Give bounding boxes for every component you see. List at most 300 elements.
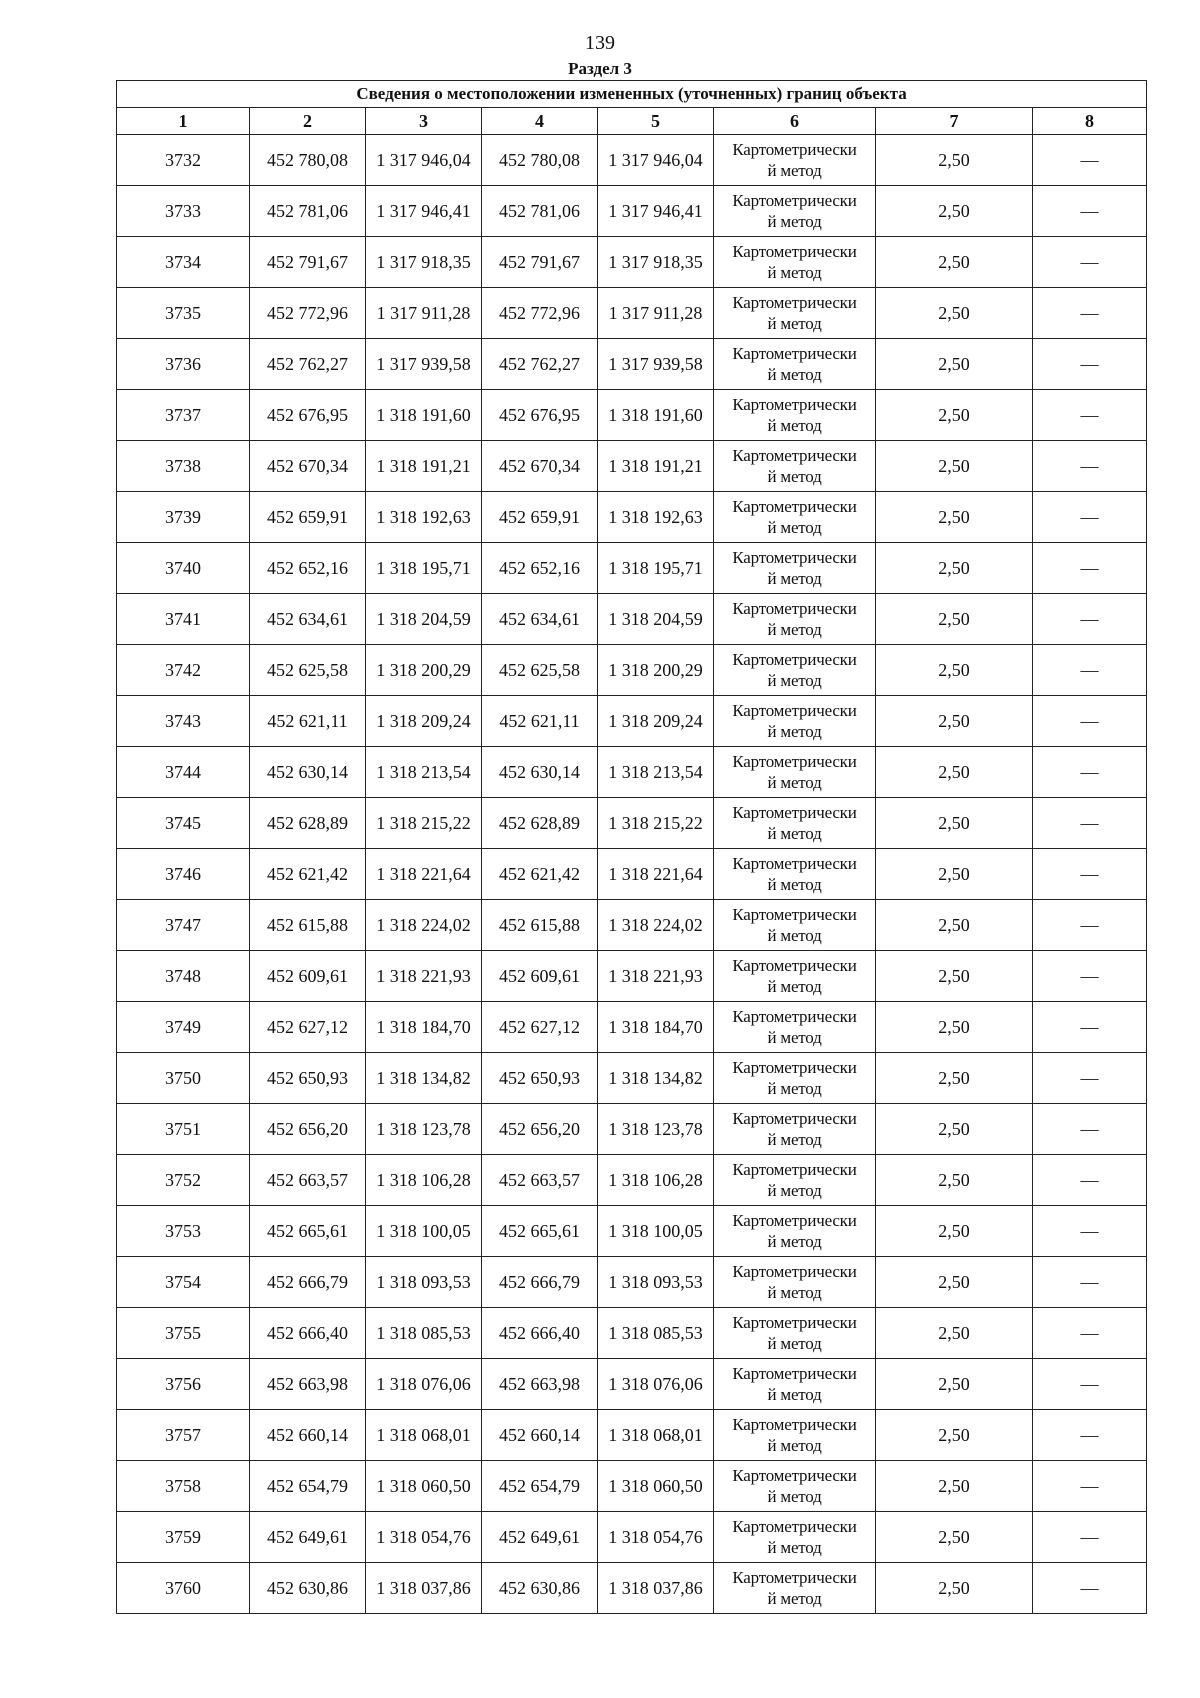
accuracy-cell: 2,50 xyxy=(876,390,1033,441)
table-row xyxy=(117,288,1147,339)
old-y-cell: 1 318 184,70 xyxy=(366,1002,482,1053)
method-text-line: Картометрически xyxy=(732,701,857,720)
table-row xyxy=(117,696,1147,747)
old-x-cell: 452 670,34 xyxy=(250,441,366,492)
old-x-cell: 452 663,57 xyxy=(250,1155,366,1206)
method-text-line: й метод xyxy=(767,977,822,996)
new-x-cell: 452 609,61 xyxy=(482,951,598,1002)
column-header: 7 xyxy=(876,108,1033,135)
old-x-cell: 452 656,20 xyxy=(250,1104,366,1155)
table-row xyxy=(117,1359,1147,1410)
new-y-cell: 1 318 192,63 xyxy=(598,492,714,543)
new-y-cell: 1 318 134,82 xyxy=(598,1053,714,1104)
accuracy-cell: 2,50 xyxy=(876,1002,1033,1053)
section-title: Раздел 3 xyxy=(568,59,632,78)
old-x-cell: 452 628,89 xyxy=(250,798,366,849)
method-text-line: Картометрически xyxy=(732,293,857,312)
new-y-cell: 1 318 106,28 xyxy=(598,1155,714,1206)
old-y-cell: 1 318 085,53 xyxy=(366,1308,482,1359)
accuracy-cell: 2,50 xyxy=(876,186,1033,237)
old-x-cell: 452 634,61 xyxy=(250,594,366,645)
table-row xyxy=(117,237,1147,288)
note-cell: — xyxy=(1033,543,1147,594)
method-text-line: й метод xyxy=(767,263,822,282)
accuracy-cell: 2,50 xyxy=(876,1053,1033,1104)
method-text-line: Картометрически xyxy=(732,650,857,669)
method-cell xyxy=(714,849,876,900)
method-cell xyxy=(714,492,876,543)
old-y-cell: 1 318 209,24 xyxy=(366,696,482,747)
note-cell: — xyxy=(1033,645,1147,696)
column-header: 8 xyxy=(1033,108,1147,135)
method-text-line: Картометрически xyxy=(732,344,857,363)
new-x-cell: 452 762,27 xyxy=(482,339,598,390)
note-cell: — xyxy=(1033,1308,1147,1359)
method-cell xyxy=(714,1410,876,1461)
table-caption: Сведения о местоположении измененных (уточненных) границ объекта xyxy=(117,81,1147,108)
method-text-line: й метод xyxy=(767,1283,822,1302)
new-y-cell: 1 317 939,58 xyxy=(598,339,714,390)
point-number-cell: 3742 xyxy=(117,645,250,696)
accuracy-cell: 2,50 xyxy=(876,339,1033,390)
accuracy-cell: 2,50 xyxy=(876,645,1033,696)
new-x-cell: 452 659,91 xyxy=(482,492,598,543)
old-x-cell: 452 772,96 xyxy=(250,288,366,339)
method-text-line: й метод xyxy=(767,1232,822,1251)
method-text-line: Картометрически xyxy=(732,1109,857,1128)
method-text-line: Картометрически xyxy=(732,497,857,516)
method-cell xyxy=(714,543,876,594)
note-cell: — xyxy=(1033,594,1147,645)
point-number-cell: 3732 xyxy=(117,135,250,186)
accuracy-cell: 2,50 xyxy=(876,1563,1033,1614)
point-number-cell: 3756 xyxy=(117,1359,250,1410)
method-cell xyxy=(714,186,876,237)
accuracy-cell: 2,50 xyxy=(876,135,1033,186)
accuracy-cell: 2,50 xyxy=(876,1155,1033,1206)
table-row xyxy=(117,645,1147,696)
method-cell xyxy=(714,1359,876,1410)
old-y-cell: 1 318 106,28 xyxy=(366,1155,482,1206)
method-text-line: Картометрически xyxy=(732,803,857,822)
column-header: 2 xyxy=(250,108,366,135)
old-x-cell: 452 627,12 xyxy=(250,1002,366,1053)
old-x-cell: 452 652,16 xyxy=(250,543,366,594)
new-x-cell: 452 621,11 xyxy=(482,696,598,747)
old-y-cell: 1 318 191,21 xyxy=(366,441,482,492)
note-cell: — xyxy=(1033,1053,1147,1104)
old-x-cell: 452 781,06 xyxy=(250,186,366,237)
table-row xyxy=(117,1563,1147,1614)
point-number-cell: 3749 xyxy=(117,1002,250,1053)
old-x-cell: 452 676,95 xyxy=(250,390,366,441)
new-y-cell: 1 318 224,02 xyxy=(598,900,714,951)
method-text-line: Картометрически xyxy=(732,1160,857,1179)
method-cell xyxy=(714,1308,876,1359)
old-y-cell: 1 318 060,50 xyxy=(366,1461,482,1512)
point-number-cell: 3744 xyxy=(117,747,250,798)
method-text-line: Картометрически xyxy=(732,854,857,873)
new-x-cell: 452 650,93 xyxy=(482,1053,598,1104)
new-x-cell: 452 660,14 xyxy=(482,1410,598,1461)
note-cell: — xyxy=(1033,492,1147,543)
method-text-line: Картометрически xyxy=(732,1262,857,1281)
new-x-cell: 452 621,42 xyxy=(482,849,598,900)
note-cell: — xyxy=(1033,1410,1147,1461)
old-y-cell: 1 318 134,82 xyxy=(366,1053,482,1104)
old-y-cell: 1 318 192,63 xyxy=(366,492,482,543)
old-y-cell: 1 318 076,06 xyxy=(366,1359,482,1410)
accuracy-cell: 2,50 xyxy=(876,288,1033,339)
new-x-cell: 452 670,34 xyxy=(482,441,598,492)
new-y-cell: 1 317 946,04 xyxy=(598,135,714,186)
method-text-line: й метод xyxy=(767,1589,822,1608)
point-number-cell: 3741 xyxy=(117,594,250,645)
old-y-cell: 1 318 215,22 xyxy=(366,798,482,849)
old-y-cell: 1 318 191,60 xyxy=(366,390,482,441)
point-number-cell: 3735 xyxy=(117,288,250,339)
accuracy-cell: 2,50 xyxy=(876,237,1033,288)
old-x-cell: 452 780,08 xyxy=(250,135,366,186)
method-text-line: Картометрически xyxy=(732,140,857,159)
method-cell xyxy=(714,288,876,339)
method-cell xyxy=(714,1002,876,1053)
new-x-cell: 452 656,20 xyxy=(482,1104,598,1155)
method-cell xyxy=(714,1206,876,1257)
new-y-cell: 1 318 215,22 xyxy=(598,798,714,849)
method-cell xyxy=(714,798,876,849)
new-x-cell: 452 630,14 xyxy=(482,747,598,798)
accuracy-cell: 2,50 xyxy=(876,492,1033,543)
method-text-line: Картометрически xyxy=(732,191,857,210)
method-text-line: й метод xyxy=(767,1385,822,1404)
note-cell: — xyxy=(1033,1563,1147,1614)
new-y-cell: 1 318 200,29 xyxy=(598,645,714,696)
table-row xyxy=(117,1410,1147,1461)
new-y-cell: 1 318 204,59 xyxy=(598,594,714,645)
new-y-cell: 1 317 946,41 xyxy=(598,186,714,237)
point-number-cell: 3758 xyxy=(117,1461,250,1512)
table-row xyxy=(117,1461,1147,1512)
accuracy-cell: 2,50 xyxy=(876,696,1033,747)
new-x-cell: 452 615,88 xyxy=(482,900,598,951)
new-x-cell: 452 652,16 xyxy=(482,543,598,594)
column-header: 6 xyxy=(714,108,876,135)
method-text-line: й метод xyxy=(767,824,822,843)
new-y-cell: 1 318 054,76 xyxy=(598,1512,714,1563)
method-text-line: Картометрически xyxy=(732,548,857,567)
new-y-cell: 1 318 123,78 xyxy=(598,1104,714,1155)
method-text-line: Картометрически xyxy=(732,1211,857,1230)
accuracy-cell: 2,50 xyxy=(876,1206,1033,1257)
method-cell xyxy=(714,1512,876,1563)
method-cell xyxy=(714,1563,876,1614)
old-y-cell: 1 317 918,35 xyxy=(366,237,482,288)
old-x-cell: 452 659,91 xyxy=(250,492,366,543)
boundary-coordinates-table xyxy=(116,80,1147,1614)
method-cell xyxy=(714,441,876,492)
new-x-cell: 452 628,89 xyxy=(482,798,598,849)
column-header: 5 xyxy=(598,108,714,135)
method-text-line: й метод xyxy=(767,569,822,588)
new-x-cell: 452 772,96 xyxy=(482,288,598,339)
note-cell: — xyxy=(1033,1104,1147,1155)
method-text-line: й метод xyxy=(767,1028,822,1047)
accuracy-cell: 2,50 xyxy=(876,1257,1033,1308)
point-number-cell: 3740 xyxy=(117,543,250,594)
new-x-cell: 452 663,57 xyxy=(482,1155,598,1206)
note-cell: — xyxy=(1033,135,1147,186)
note-cell: — xyxy=(1033,798,1147,849)
method-text-line: Картометрически xyxy=(732,395,857,414)
method-text-line: й метод xyxy=(767,365,822,384)
table-row xyxy=(117,1053,1147,1104)
old-x-cell: 452 630,14 xyxy=(250,747,366,798)
method-cell xyxy=(714,696,876,747)
point-number-cell: 3748 xyxy=(117,951,250,1002)
method-text-line: Картометрически xyxy=(732,1415,857,1434)
point-number-cell: 3747 xyxy=(117,900,250,951)
point-number-cell: 3759 xyxy=(117,1512,250,1563)
old-y-cell: 1 318 195,71 xyxy=(366,543,482,594)
method-cell xyxy=(714,1155,876,1206)
method-text-line: Картометрически xyxy=(732,1313,857,1332)
old-y-cell: 1 318 037,86 xyxy=(366,1563,482,1614)
point-number-cell: 3751 xyxy=(117,1104,250,1155)
method-text-line: й метод xyxy=(767,1181,822,1200)
point-number-cell: 3757 xyxy=(117,1410,250,1461)
method-cell xyxy=(714,747,876,798)
note-cell: — xyxy=(1033,849,1147,900)
new-y-cell: 1 318 191,60 xyxy=(598,390,714,441)
method-text-line: Картометрически xyxy=(732,752,857,771)
table-body xyxy=(117,135,1147,1614)
note-cell: — xyxy=(1033,441,1147,492)
accuracy-cell: 2,50 xyxy=(876,1512,1033,1563)
method-text-line: Картометрически xyxy=(732,1058,857,1077)
method-text-line: й метод xyxy=(767,722,822,741)
old-y-cell: 1 318 221,64 xyxy=(366,849,482,900)
table-row xyxy=(117,135,1147,186)
method-text-line: й метод xyxy=(767,212,822,231)
method-text-line: Картометрически xyxy=(732,446,857,465)
old-y-cell: 1 318 224,02 xyxy=(366,900,482,951)
point-number-cell: 3754 xyxy=(117,1257,250,1308)
method-cell xyxy=(714,390,876,441)
new-x-cell: 452 663,98 xyxy=(482,1359,598,1410)
point-number-cell: 3746 xyxy=(117,849,250,900)
method-text-line: Картометрически xyxy=(732,242,857,261)
note-cell: — xyxy=(1033,1206,1147,1257)
old-x-cell: 452 665,61 xyxy=(250,1206,366,1257)
new-y-cell: 1 317 918,35 xyxy=(598,237,714,288)
note-cell: — xyxy=(1033,747,1147,798)
point-number-cell: 3752 xyxy=(117,1155,250,1206)
accuracy-cell: 2,50 xyxy=(876,1308,1033,1359)
old-y-cell: 1 317 911,28 xyxy=(366,288,482,339)
note-cell: — xyxy=(1033,1512,1147,1563)
old-x-cell: 452 654,79 xyxy=(250,1461,366,1512)
old-y-cell: 1 318 221,93 xyxy=(366,951,482,1002)
accuracy-cell: 2,50 xyxy=(876,543,1033,594)
point-number-cell: 3739 xyxy=(117,492,250,543)
new-x-cell: 452 676,95 xyxy=(482,390,598,441)
old-x-cell: 452 791,67 xyxy=(250,237,366,288)
new-y-cell: 1 318 213,54 xyxy=(598,747,714,798)
point-number-cell: 3760 xyxy=(117,1563,250,1614)
note-cell: — xyxy=(1033,390,1147,441)
old-y-cell: 1 318 100,05 xyxy=(366,1206,482,1257)
point-number-cell: 3743 xyxy=(117,696,250,747)
old-y-cell: 1 317 939,58 xyxy=(366,339,482,390)
new-x-cell: 452 634,61 xyxy=(482,594,598,645)
note-cell: — xyxy=(1033,1359,1147,1410)
new-y-cell: 1 318 184,70 xyxy=(598,1002,714,1053)
method-cell xyxy=(714,900,876,951)
old-x-cell: 452 762,27 xyxy=(250,339,366,390)
accuracy-cell: 2,50 xyxy=(876,441,1033,492)
new-y-cell: 1 318 060,50 xyxy=(598,1461,714,1512)
method-text-line: й метод xyxy=(767,773,822,792)
old-y-cell: 1 318 093,53 xyxy=(366,1257,482,1308)
method-text-line: й метод xyxy=(767,518,822,537)
old-y-cell: 1 318 213,54 xyxy=(366,747,482,798)
table-row xyxy=(117,747,1147,798)
point-number-cell: 3738 xyxy=(117,441,250,492)
accuracy-cell: 2,50 xyxy=(876,798,1033,849)
table-row xyxy=(117,441,1147,492)
table-row xyxy=(117,1308,1147,1359)
point-number-cell: 3734 xyxy=(117,237,250,288)
method-cell xyxy=(714,594,876,645)
method-text-line: й метод xyxy=(767,1079,822,1098)
point-number-cell: 3755 xyxy=(117,1308,250,1359)
new-x-cell: 452 630,86 xyxy=(482,1563,598,1614)
method-text-line: й метод xyxy=(767,416,822,435)
accuracy-cell: 2,50 xyxy=(876,1461,1033,1512)
method-text-line: й метод xyxy=(767,620,822,639)
new-x-cell: 452 665,61 xyxy=(482,1206,598,1257)
method-text-line: Картометрически xyxy=(732,1466,857,1485)
new-y-cell: 1 318 085,53 xyxy=(598,1308,714,1359)
accuracy-cell: 2,50 xyxy=(876,1359,1033,1410)
old-x-cell: 452 666,79 xyxy=(250,1257,366,1308)
accuracy-cell: 2,50 xyxy=(876,849,1033,900)
method-text-line: й метод xyxy=(767,161,822,180)
column-header: 3 xyxy=(366,108,482,135)
note-cell: — xyxy=(1033,1257,1147,1308)
table-row xyxy=(117,951,1147,1002)
old-y-cell: 1 318 068,01 xyxy=(366,1410,482,1461)
note-cell: — xyxy=(1033,1461,1147,1512)
new-x-cell: 452 780,08 xyxy=(482,135,598,186)
new-x-cell: 452 791,67 xyxy=(482,237,598,288)
old-y-cell: 1 318 054,76 xyxy=(366,1512,482,1563)
old-x-cell: 452 663,98 xyxy=(250,1359,366,1410)
old-x-cell: 452 650,93 xyxy=(250,1053,366,1104)
method-text-line: Картометрически xyxy=(732,599,857,618)
method-cell xyxy=(714,1257,876,1308)
method-cell xyxy=(714,135,876,186)
method-text-line: й метод xyxy=(767,875,822,894)
accuracy-cell: 2,50 xyxy=(876,951,1033,1002)
note-cell: — xyxy=(1033,900,1147,951)
old-y-cell: 1 318 204,59 xyxy=(366,594,482,645)
table-row xyxy=(117,900,1147,951)
note-cell: — xyxy=(1033,1002,1147,1053)
table-row xyxy=(117,1104,1147,1155)
table-row xyxy=(117,1206,1147,1257)
table-row xyxy=(117,849,1147,900)
new-x-cell: 452 666,79 xyxy=(482,1257,598,1308)
method-text-line: й метод xyxy=(767,1436,822,1455)
method-text-line: й метод xyxy=(767,1487,822,1506)
method-text-line: й метод xyxy=(767,1334,822,1353)
accuracy-cell: 2,50 xyxy=(876,1410,1033,1461)
method-text-line: й метод xyxy=(767,1538,822,1557)
new-y-cell: 1 318 076,06 xyxy=(598,1359,714,1410)
accuracy-cell: 2,50 xyxy=(876,747,1033,798)
accuracy-cell: 2,50 xyxy=(876,900,1033,951)
method-cell xyxy=(714,1053,876,1104)
old-y-cell: 1 318 123,78 xyxy=(366,1104,482,1155)
note-cell: — xyxy=(1033,339,1147,390)
new-x-cell: 452 666,40 xyxy=(482,1308,598,1359)
method-text-line: й метод xyxy=(767,671,822,690)
method-cell xyxy=(714,645,876,696)
note-cell: — xyxy=(1033,237,1147,288)
table-row xyxy=(117,798,1147,849)
new-y-cell: 1 318 209,24 xyxy=(598,696,714,747)
point-number-cell: 3753 xyxy=(117,1206,250,1257)
old-y-cell: 1 317 946,41 xyxy=(366,186,482,237)
new-x-cell: 452 625,58 xyxy=(482,645,598,696)
column-header: 4 xyxy=(482,108,598,135)
old-x-cell: 452 609,61 xyxy=(250,951,366,1002)
table-row xyxy=(117,1002,1147,1053)
old-x-cell: 452 625,58 xyxy=(250,645,366,696)
new-y-cell: 1 318 195,71 xyxy=(598,543,714,594)
method-text-line: Картометрически xyxy=(732,1364,857,1383)
new-x-cell: 452 627,12 xyxy=(482,1002,598,1053)
table-row xyxy=(117,543,1147,594)
table-row xyxy=(117,492,1147,543)
note-cell: — xyxy=(1033,1155,1147,1206)
table-row xyxy=(117,1512,1147,1563)
table-row xyxy=(117,594,1147,645)
old-x-cell: 452 621,42 xyxy=(250,849,366,900)
old-x-cell: 452 630,86 xyxy=(250,1563,366,1614)
old-y-cell: 1 318 200,29 xyxy=(366,645,482,696)
point-number-cell: 3736 xyxy=(117,339,250,390)
new-y-cell: 1 318 221,93 xyxy=(598,951,714,1002)
new-y-cell: 1 317 911,28 xyxy=(598,288,714,339)
new-x-cell: 452 649,61 xyxy=(482,1512,598,1563)
old-y-cell: 1 317 946,04 xyxy=(366,135,482,186)
point-number-cell: 3750 xyxy=(117,1053,250,1104)
old-x-cell: 452 621,11 xyxy=(250,696,366,747)
method-cell xyxy=(714,951,876,1002)
point-number-cell: 3737 xyxy=(117,390,250,441)
note-cell: — xyxy=(1033,951,1147,1002)
note-cell: — xyxy=(1033,186,1147,237)
old-x-cell: 452 649,61 xyxy=(250,1512,366,1563)
note-cell: — xyxy=(1033,288,1147,339)
table-row xyxy=(117,1155,1147,1206)
method-text-line: Картометрически xyxy=(732,956,857,975)
new-y-cell: 1 318 068,01 xyxy=(598,1410,714,1461)
table-row xyxy=(117,339,1147,390)
